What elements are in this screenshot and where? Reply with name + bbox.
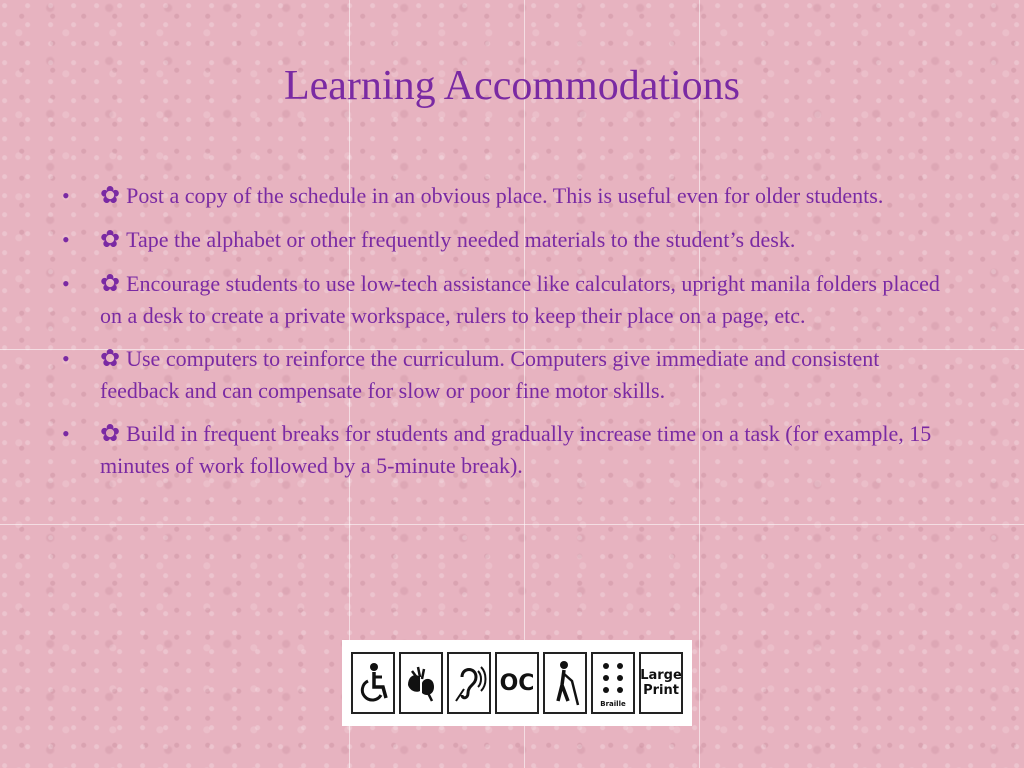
flower-icon: ✿ bbox=[100, 421, 121, 447]
bullet-text: Tape the alphabet or other frequently needed materials to the student’s desk. bbox=[126, 227, 796, 252]
open-caption-label: OC bbox=[499, 670, 535, 696]
large-print-icon bbox=[639, 652, 683, 714]
bullet-item bbox=[62, 180, 962, 212]
bullet-text: Encourage students to use low-tech assistance like calculators, upright manila folders placed on a desk to create a private workspace, rulers to keep their place on a page, etc. bbox=[100, 271, 940, 328]
flower-icon: ✿ bbox=[100, 183, 121, 209]
bullet-item bbox=[62, 268, 962, 331]
sign-language-icon bbox=[399, 652, 443, 714]
blind-cane-icon bbox=[543, 652, 587, 714]
tile-seam bbox=[0, 524, 1024, 525]
flower-icon: ✿ bbox=[100, 271, 121, 297]
bullet-text: Use computers to reinforce the curriculum. Computers give immediate and consistent feedback and can compensate for slow or poor fine motor skills. bbox=[100, 346, 880, 403]
slide-title: Learning Accommodations bbox=[283, 63, 741, 109]
accessibility-icons-strip bbox=[342, 640, 692, 726]
bullet-dot: • bbox=[62, 183, 70, 208]
large-print-line1: Large bbox=[640, 668, 682, 683]
bullet-dot: • bbox=[62, 421, 70, 446]
bullet-list bbox=[62, 180, 962, 493]
flower-icon: ✿ bbox=[100, 346, 121, 372]
bullet-item bbox=[62, 418, 962, 481]
hearing-assist-icon bbox=[447, 652, 491, 714]
braille-icon bbox=[591, 652, 635, 714]
bullet-item bbox=[62, 224, 962, 256]
bullet-dot: • bbox=[62, 346, 70, 371]
bullet-text: Build in frequent breaks for students and gradually increase time on a task (for example, 15 minutes of work followed by a 5-minute break). bbox=[100, 421, 932, 478]
wheelchair-icon bbox=[351, 652, 395, 714]
bullet-dot: • bbox=[62, 227, 70, 252]
bullet-dot: • bbox=[62, 271, 70, 296]
braille-label: Braille bbox=[600, 700, 626, 708]
open-caption-icon bbox=[495, 652, 539, 714]
bullet-item bbox=[62, 343, 962, 406]
flower-icon: ✿ bbox=[100, 227, 121, 253]
large-print-line2: Print bbox=[643, 683, 679, 698]
bullet-text: Post a copy of the schedule in an obvious place. This is useful even for older students. bbox=[126, 183, 884, 208]
